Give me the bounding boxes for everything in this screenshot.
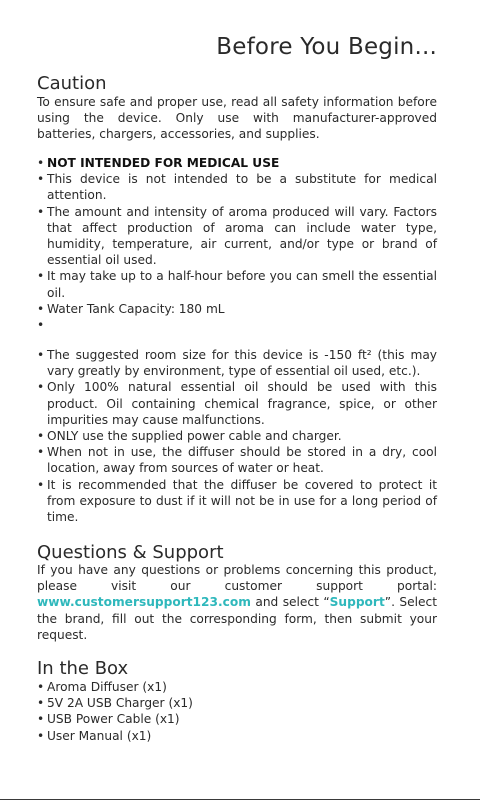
bullet-icon: • — [37, 156, 45, 170]
support-url-link[interactable]: www.customersupport123.com — [37, 595, 251, 610]
list-item: • Only 100% natural essential oil should be used with this product. Oil containing chemical fragrance, spice, or other impurities may cause malfunctions. — [37, 380, 437, 427]
caution-intro: To ensure safe and proper use, read all safety information before using the device. Only use with manufacturer-approved batteries, chargers, accessories, and supplies. — [37, 95, 437, 142]
list-item: • When not in use, the diffuser should be stored in a dry, cool location, away from sources of water or heat. — [37, 445, 437, 476]
list-item: • The suggested room size for this device is -150 ft² (this may vary greatly by environment, type of essential oil used, etc.). — [37, 348, 437, 379]
list-item: • Water Tank Capacity: 180 mL — [37, 301, 225, 316]
bullet-icon: • — [37, 269, 45, 284]
bullet-icon: • — [37, 712, 45, 727]
page-title: Before You Begin... — [216, 34, 437, 60]
caution-heading: Caution — [37, 73, 107, 94]
list-item: • User Manual (x1) — [37, 728, 152, 743]
support-text: If you have any questions or problems concerning this product, please visit our customer support portal: www.customersupport123.com and select “Support”. Select the brand, fill out the corresponding form, then submit your request. — [37, 563, 437, 642]
bullet-icon: • — [37, 445, 45, 460]
bullet-icon: • — [37, 680, 45, 694]
bullet-icon: • — [37, 696, 45, 711]
bullet-icon: • — [37, 348, 45, 362]
list-item: • It may take up to a half-hour before you can smell the essential oil. — [37, 269, 437, 300]
list-item: • Aroma Diffuser (x1) — [37, 680, 167, 694]
support-heading: Questions & Support — [37, 542, 224, 563]
list-item: • NOT INTENDED FOR MEDICAL USE — [37, 156, 280, 170]
list-item: • 5V 2A USB Charger (x1) — [37, 696, 193, 711]
list-item: • The amount and intensity of aroma produced will vary. Factors that affect production of aroma can include water type, humidity, temperature, air current, and/or type or brand of essential oil used. — [37, 204, 437, 268]
bullet-icon: • — [37, 477, 45, 492]
caution-list — [37, 155, 437, 333]
bottom-divider — [0, 799, 480, 800]
bullet-icon: • — [37, 429, 45, 444]
bullet-icon: • — [37, 301, 45, 316]
bullet-icon: • — [37, 204, 45, 219]
box-heading: In the Box — [37, 658, 129, 679]
caution-list-2 — [37, 347, 437, 525]
box-list — [37, 679, 437, 744]
bullet-icon: • — [37, 728, 45, 743]
bullet-icon: • — [37, 380, 45, 395]
list-item: • USB Power Cable (x1) — [37, 712, 180, 727]
list-item-empty — [37, 317, 437, 333]
support-link[interactable]: Support — [329, 595, 385, 610]
bullet-icon: • — [37, 172, 45, 187]
list-item: • It is recommended that the diffuser be covered to protect it from exposure to dust if it will not be in use for a long period of time. — [37, 477, 437, 525]
list-item: • ONLY use the supplied power cable and charger. — [37, 429, 342, 444]
list-item: • This device is not intended to be a substitute for medical attention. — [37, 172, 437, 203]
bullet-icon: • — [37, 318, 45, 333]
